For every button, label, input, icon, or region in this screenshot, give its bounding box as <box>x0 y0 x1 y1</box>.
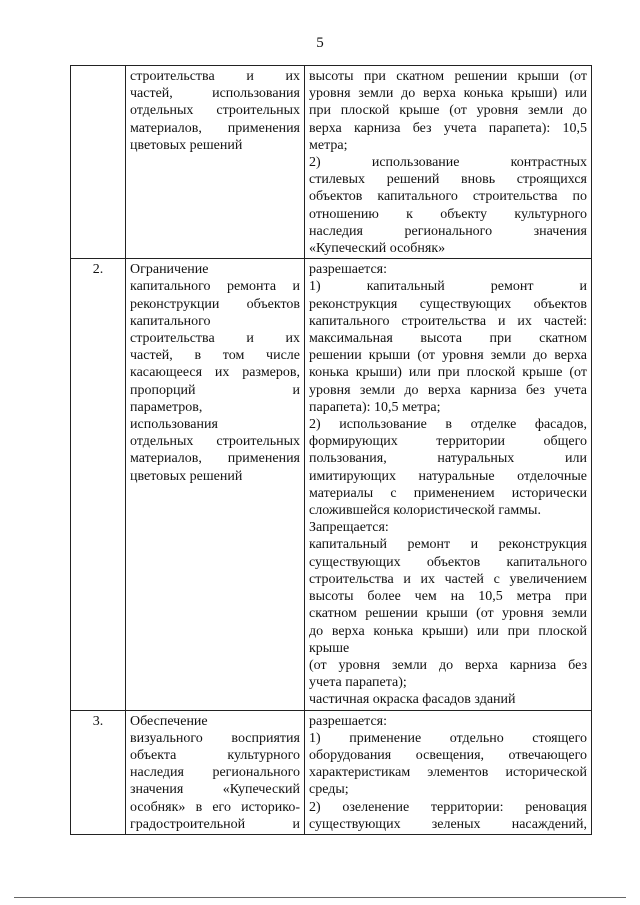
requirement-text-line: 1) капитальный ремонт и <box>309 279 587 295</box>
object-text-line: визуального восприятия <box>130 730 300 746</box>
object-text-line: значения «Купеческий <box>130 782 300 798</box>
requirement-text-line: парапета): 10,5 метра; <box>309 399 441 415</box>
object-text-line: объекта культурного <box>130 747 300 763</box>
requirement-text-line: реконструкция существующих объектов <box>309 296 587 312</box>
requirement-text-line: крыше <box>309 640 350 656</box>
row-number-cell: 2. <box>71 259 126 710</box>
requirement-text-line: пользования, натуральных или <box>309 451 587 467</box>
protection-object-cell <box>126 710 305 834</box>
object-text-line: частей, использования <box>130 86 300 102</box>
requirement-text-line: капитальный ремонт и реконструкция <box>309 537 587 553</box>
requirement-text-line: Запрещается: <box>309 520 389 536</box>
requirement-text-line: уровня земли до верха конька крыши) или <box>309 86 587 102</box>
requirement-text-line: отношению к объекту культурного <box>309 206 587 222</box>
requirement-text-line: при плоской крыше (от уровня земли до <box>309 103 587 119</box>
row-number-cell <box>71 66 126 259</box>
requirements-cell <box>305 710 592 834</box>
object-text-line: пропорций и <box>130 382 300 398</box>
table-row <box>71 259 592 710</box>
object-text-line: особняк» в его историко- <box>130 799 300 815</box>
requirements-cell <box>305 259 592 710</box>
requirement-text-line: материалы с применением исторически <box>309 485 587 501</box>
requirement-text-line: характеристикам элементов исторической <box>309 765 587 781</box>
object-text-line: материалов, применения <box>130 120 300 136</box>
object-text-line: строительства и их <box>130 69 300 84</box>
requirement-text-line: разрешается: <box>309 262 387 278</box>
requirement-text-line: высоты при скатном решении крыши (от <box>309 69 587 84</box>
regulations-table <box>70 65 592 835</box>
requirement-text-line: оборудования освещения, отвечающего <box>309 747 587 763</box>
requirement-text-line: метра; <box>309 137 348 153</box>
requirement-text-line: уровня земли до верха карниза без учета <box>309 382 587 398</box>
object-text-line: капитального ремонта и <box>130 279 300 295</box>
page-bottom-rule <box>14 897 626 898</box>
requirement-text-line: объектов капитального строительства по <box>309 189 587 205</box>
requirement-text-line: стилевых решений вновь строящихся <box>309 172 587 188</box>
requirement-text-line: частичная окраска фасадов зданий <box>309 692 516 708</box>
requirement-text-line: имитирующих натуральные отделочные <box>309 468 587 484</box>
requirements-cell <box>305 66 592 259</box>
object-text-line: Обеспечение <box>130 713 208 729</box>
requirement-text-line: верха карниза без учета парапета): 10,5 <box>309 120 587 136</box>
object-text-line: использования <box>130 417 218 433</box>
requirement-text-line: высоты более чем на 10,5 метра при <box>309 589 587 605</box>
requirement-text-line: максимальная высота при скатном <box>309 331 587 347</box>
table-row <box>71 66 592 259</box>
requirement-text-line: до верха конька крыши) или при плоской <box>309 623 587 639</box>
row-number-cell: 3. <box>71 710 126 834</box>
object-text-line: частей, в том числе <box>130 348 300 364</box>
object-text-line: отдельных строительных <box>130 434 300 450</box>
object-text-line: отдельных строительных <box>130 103 300 119</box>
protection-object-cell <box>126 259 305 710</box>
requirement-text-line: конька крыши) или при плоской крыше (от <box>309 365 587 381</box>
requirement-text-line: существующих объектов капитального <box>309 554 587 570</box>
object-text-line: цветовых решений <box>130 137 243 153</box>
requirement-text-line: сложившейся колористической гаммы. <box>309 503 541 519</box>
requirement-text-line: 2) использование в отделке фасадов, <box>309 417 587 433</box>
table-row <box>71 710 592 834</box>
requirement-text-line: среды; <box>309 782 349 798</box>
requirement-text-line: наследия регионального значения <box>309 223 587 239</box>
requirement-text-line: формирующих территории общего <box>309 434 587 450</box>
object-text-line: градостроительной и <box>130 816 300 832</box>
requirement-text-line: скатном решении крыши (от уровня земли <box>309 606 587 622</box>
page-number: 5 <box>316 35 324 51</box>
object-text-line: строительства и их <box>130 331 300 347</box>
object-text-line: параметров, <box>130 399 203 415</box>
object-text-line: реконструкции объектов <box>130 296 300 312</box>
protection-object-cell <box>126 66 305 259</box>
object-text-line: капитального <box>130 313 211 329</box>
requirement-text-line: «Купеческий особняк» <box>309 241 446 257</box>
requirement-text-line: капитального строительства и их частей: <box>309 313 587 329</box>
requirement-text-line: 2) использование контрастных <box>309 155 587 171</box>
requirement-text-line: учета парапета); <box>309 675 407 691</box>
requirement-text-line: (от уровня земли до верха карниза без <box>309 657 587 673</box>
object-text-line: материалов, применения <box>130 451 300 467</box>
requirement-text-line: 1) применение отдельно стоящего <box>309 730 587 746</box>
table-body <box>71 66 592 835</box>
requirement-text-line: решении крыши (от уровня земли до верха <box>309 348 587 364</box>
requirement-text-line: разрешается: <box>309 713 387 729</box>
requirement-text-line: строительства и их частей с увеличением <box>309 571 587 587</box>
requirement-text-line: 2) озеленение территории: реновация <box>309 799 587 815</box>
object-text-line: касающееся их размеров, <box>130 365 300 381</box>
object-text-line: цветовых решений <box>130 468 243 484</box>
object-text-line: наследия регионального <box>130 765 300 781</box>
object-text-line: Ограничение <box>130 262 209 278</box>
requirement-text-line: существующих зеленых насаждений, <box>309 816 587 832</box>
